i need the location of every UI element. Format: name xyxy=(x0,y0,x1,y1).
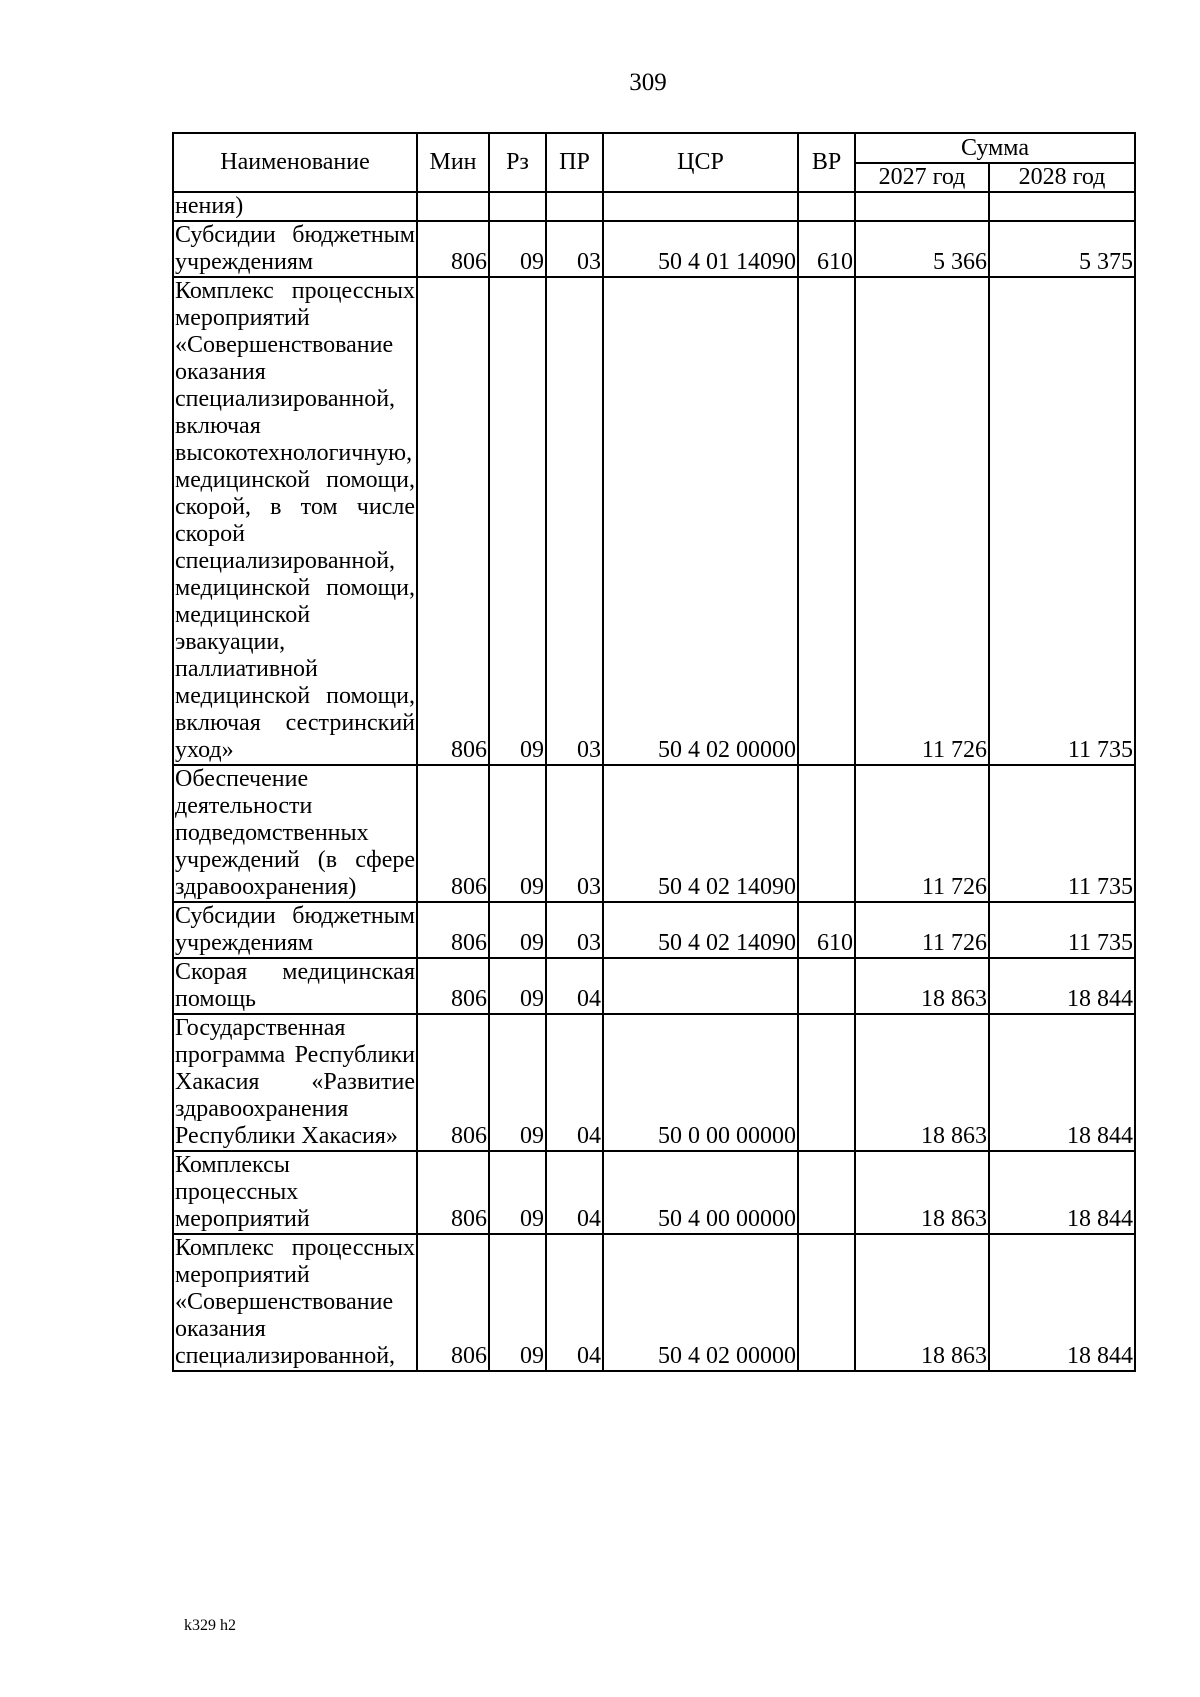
row-csr: 50 4 02 00000 xyxy=(603,1234,798,1371)
row-vr xyxy=(798,958,855,1014)
row-min xyxy=(417,192,489,221)
header-csr: ЦСР xyxy=(603,133,798,192)
row-csr xyxy=(603,192,798,221)
row-sum-2028: 11 735 xyxy=(989,765,1135,902)
row-pr xyxy=(546,192,603,221)
row-rz: 09 xyxy=(489,1014,546,1151)
row-csr: 50 4 02 14090 xyxy=(603,765,798,902)
row-min: 806 xyxy=(417,958,489,1014)
row-sum-2028: 11 735 xyxy=(989,277,1135,765)
row-name: Комплексы процессных мероприятий xyxy=(173,1151,417,1234)
row-sum-2027: 11 726 xyxy=(855,765,989,902)
row-csr: 50 4 02 00000 xyxy=(603,277,798,765)
row-pr: 04 xyxy=(546,1014,603,1151)
row-vr xyxy=(798,277,855,765)
row-name: Скорая медицинская помощь xyxy=(175,959,415,1012)
row-name: Субсидии бюджетным учреждениям xyxy=(175,903,415,956)
row-name: Субсидии бюджетным учреждениям xyxy=(175,222,415,275)
row-rz: 09 xyxy=(489,902,546,958)
header-sum: Сумма xyxy=(855,133,1135,163)
page-number: 309 xyxy=(629,69,667,96)
row-sum-2027: 18 863 xyxy=(855,1014,989,1151)
table-row xyxy=(173,765,1135,902)
row-min: 806 xyxy=(417,765,489,902)
row-sum-2028: 18 844 xyxy=(989,1234,1135,1371)
row-rz: 09 xyxy=(489,765,546,902)
budget-table xyxy=(172,132,1136,1372)
row-min: 806 xyxy=(417,1014,489,1151)
header-name: Наименование xyxy=(173,133,417,192)
row-vr xyxy=(798,1014,855,1151)
row-min: 806 xyxy=(417,1234,489,1371)
row-rz: 09 xyxy=(489,277,546,765)
row-min: 806 xyxy=(417,1151,489,1234)
row-pr: 04 xyxy=(546,958,603,1014)
row-vr xyxy=(798,1234,855,1371)
row-sum-2028: 18 844 xyxy=(989,958,1135,1014)
table-row xyxy=(173,1014,1135,1151)
row-vr: 610 xyxy=(798,902,855,958)
row-csr: 50 4 01 14090 xyxy=(603,221,798,277)
row-sum-2027: 18 863 xyxy=(855,1234,989,1371)
table-row xyxy=(173,192,1135,221)
row-sum-2027: 11 726 xyxy=(855,277,989,765)
row-name: Обеспечение деятельности подведомственных учреждений (в сфере здравоохранения) xyxy=(175,766,415,900)
table-row xyxy=(173,902,1135,958)
row-name: Комплекс процессных мероприятий «Совершенствование оказания специализированной, включая высокотехнологичную, медицинской помощи, скорой, в том числе скорой специализированной, медицинской помощи, медицинской эвакуации, паллиативной медицинской помощи, включая сестринский уход» xyxy=(175,278,415,763)
row-csr: 50 4 00 00000 xyxy=(603,1151,798,1234)
row-rz xyxy=(489,192,546,221)
header-pr: ПР xyxy=(546,133,603,192)
header-vr: ВР xyxy=(798,133,855,192)
row-csr: 50 0 00 00000 xyxy=(603,1014,798,1151)
row-min: 806 xyxy=(417,902,489,958)
row-rz: 09 xyxy=(489,221,546,277)
row-csr: 50 4 02 14090 xyxy=(603,902,798,958)
table-row xyxy=(173,1234,1135,1371)
table-row xyxy=(173,221,1135,277)
table-row xyxy=(173,958,1135,1014)
row-sum-2027: 11 726 xyxy=(855,902,989,958)
row-rz: 09 xyxy=(489,958,546,1014)
row-min: 806 xyxy=(417,277,489,765)
header-min: Мин xyxy=(417,133,489,192)
row-rz: 09 xyxy=(489,1234,546,1371)
row-vr xyxy=(798,192,855,221)
row-name: Комплекс процессных мероприятий «Совершенствование оказания специализированной, xyxy=(175,1235,415,1369)
table-row xyxy=(173,277,1135,765)
row-vr: 610 xyxy=(798,221,855,277)
row-pr: 04 xyxy=(546,1234,603,1371)
row-pr: 03 xyxy=(546,221,603,277)
footer-document-code: k329 h2 xyxy=(184,1617,236,1634)
row-sum-2028: 18 844 xyxy=(989,1151,1135,1234)
row-sum-2027 xyxy=(855,192,989,221)
row-pr: 03 xyxy=(546,765,603,902)
row-pr: 03 xyxy=(546,902,603,958)
header-year-2027: 2027 год xyxy=(855,163,989,192)
row-sum-2028: 5 375 xyxy=(989,221,1135,277)
row-name: нения) xyxy=(173,192,417,221)
row-csr xyxy=(603,958,798,1014)
row-sum-2028: 18 844 xyxy=(989,1014,1135,1151)
row-sum-2028 xyxy=(989,192,1135,221)
row-sum-2027: 5 366 xyxy=(855,221,989,277)
row-pr: 04 xyxy=(546,1151,603,1234)
row-vr xyxy=(798,1151,855,1234)
header-year-2028: 2028 год xyxy=(989,163,1135,192)
row-min: 806 xyxy=(417,221,489,277)
header-rz: Рз xyxy=(489,133,546,192)
row-pr: 03 xyxy=(546,277,603,765)
row-rz: 09 xyxy=(489,1151,546,1234)
row-sum-2028: 11 735 xyxy=(989,902,1135,958)
row-sum-2027: 18 863 xyxy=(855,958,989,1014)
row-name: Государственная программа Республики Хакасия «Развитие здравоохранения Республики Хакасия» xyxy=(175,1015,415,1149)
table-row xyxy=(173,1151,1135,1234)
row-vr xyxy=(798,765,855,902)
row-sum-2027: 18 863 xyxy=(855,1151,989,1234)
